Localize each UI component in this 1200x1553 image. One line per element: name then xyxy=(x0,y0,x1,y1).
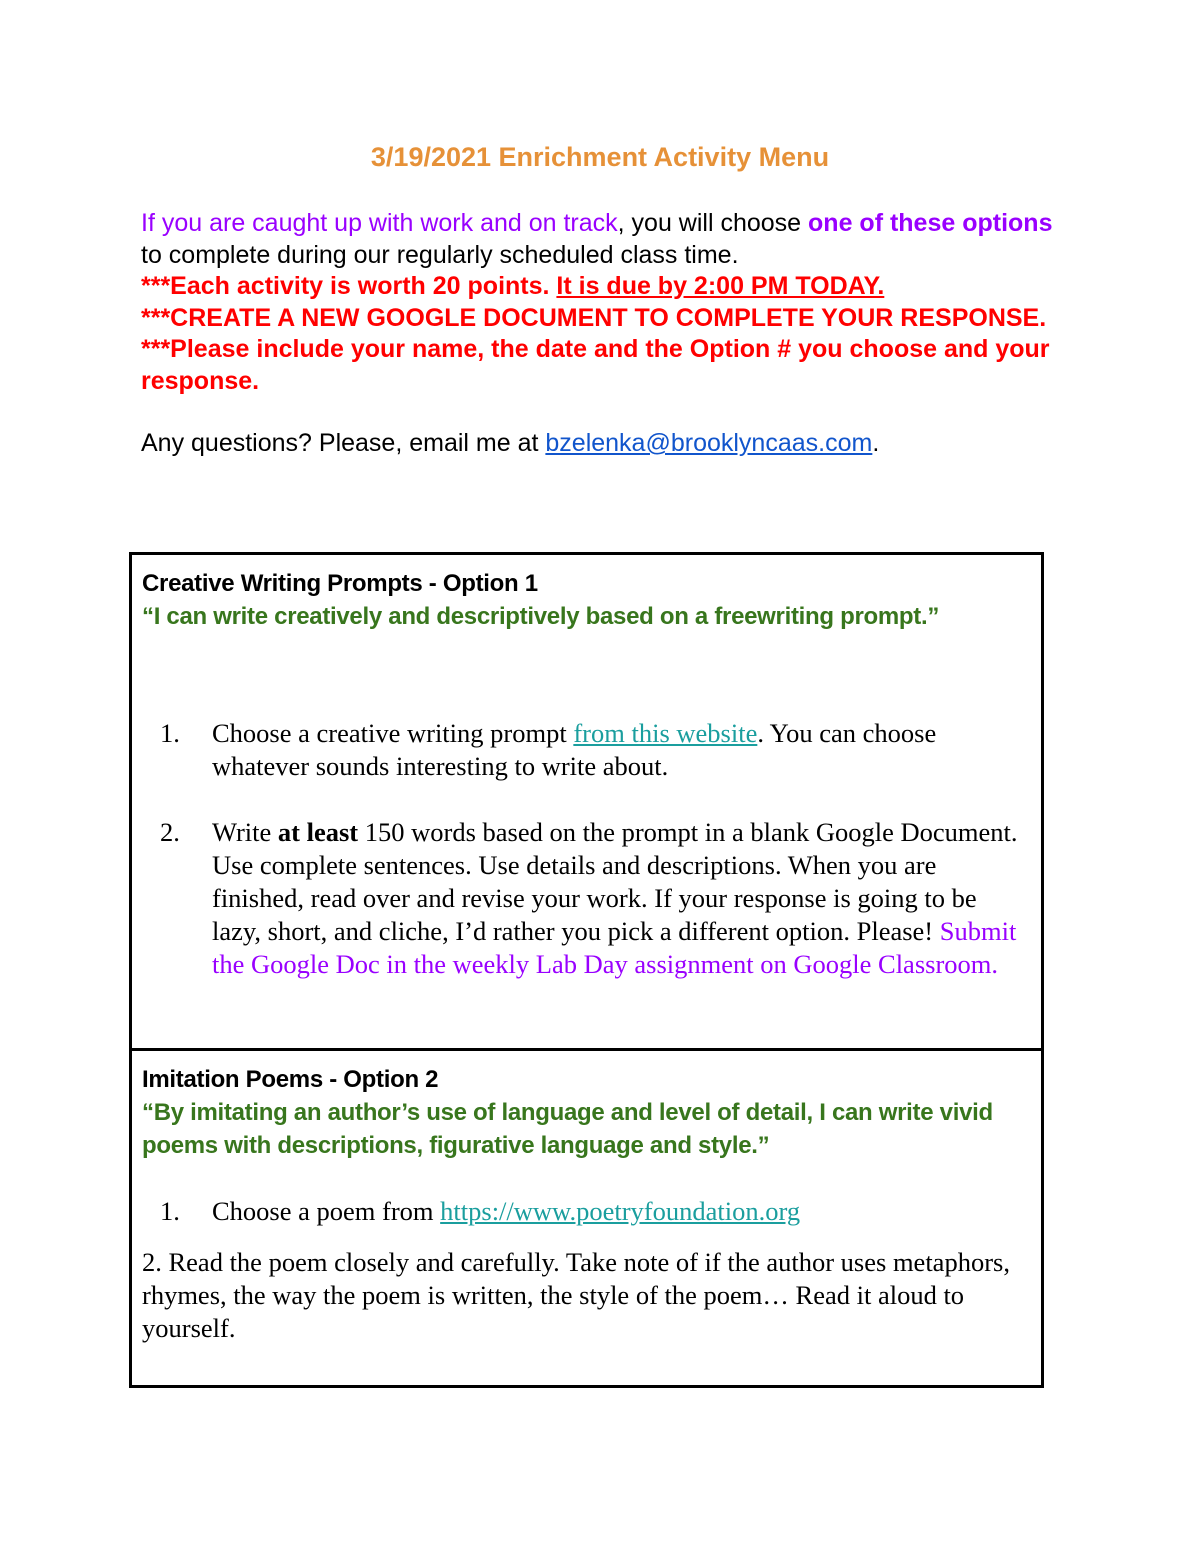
email-link[interactable]: bzelenka@brooklyncaas.com xyxy=(545,429,873,457)
option2-steps xyxy=(142,1195,1031,1228)
poetry-foundation-link[interactable]: https://www.poetryfoundation.org xyxy=(440,1196,801,1226)
option2-title: Imitation Poems - Option 2 xyxy=(142,1066,439,1093)
intro-emphasis: one of these options xyxy=(808,209,1053,237)
intro-text-end: to complete during our regularly scheduled class time. xyxy=(141,240,739,269)
option1-steps xyxy=(142,717,1031,981)
rule-points xyxy=(141,271,1061,303)
list-item xyxy=(142,717,1031,783)
contact-text: Any questions? Please, email me at xyxy=(141,429,546,457)
rule-include-info: ***Please include your name, the date and the Option # you choose and your response. xyxy=(141,335,1050,395)
list-item xyxy=(142,816,1031,981)
intro-condition: If you are caught up with work and on track xyxy=(141,209,618,237)
intro-text: , you will choose xyxy=(617,209,809,237)
option2-goal: “By imitating an author’s use of language and level of detail, I can write vivid poems with descriptions, figurative language and style.” xyxy=(142,1099,993,1159)
rule-new-document: ***CREATE A NEW GOOGLE DOCUMENT TO COMPLETE YOUR RESPONSE. xyxy=(141,303,1047,332)
intro-section xyxy=(141,208,1061,460)
option2-card xyxy=(129,1048,1044,1388)
option1-card xyxy=(129,552,1044,1051)
step2-submit-instruction: Submit the Google Doc in the weekly Lab Day assignment on Google Classroom. xyxy=(212,916,1017,979)
contact-period: . xyxy=(872,429,880,457)
rule-deadline: It is due by 2:00 PM TODAY. xyxy=(556,272,885,300)
step2-text: Write xyxy=(212,817,278,847)
option2-step2: 2. Read the poem closely and carefully. Take note of if the author uses metaphors, rhymes, the way the poem is written, the style of the poem… Read it aloud to yourself. xyxy=(142,1247,1010,1343)
option1-goal: “I can write creatively and descriptively based on a freewriting prompt.” xyxy=(142,603,940,630)
step-number: 2. xyxy=(160,817,180,847)
step2-text-mid: 150 words based on the prompt in a blank Google Document. Use complete sentences. Use details and descriptions. When you are finished, read over and revise your work. If your response is going to be lazy, short, and cliche, I’d rather you pick a different option. Please! xyxy=(212,817,1018,946)
website-link[interactable]: from this website xyxy=(573,718,758,748)
step1-text: Choose a creative writing prompt xyxy=(212,718,574,748)
page-title: 3/19/2021 Enrichment Activity Menu xyxy=(370,142,830,172)
rule-points-text: ***Each activity is worth 20 points. xyxy=(141,272,557,300)
step1-text-end: . You can choose whatever sounds interesting to write about. xyxy=(212,718,937,781)
step2-bold: at least xyxy=(277,817,359,847)
contact-line xyxy=(141,428,1061,460)
step1-text: Choose a poem from xyxy=(212,1196,441,1226)
option1-title: Creative Writing Prompts - Option 1 xyxy=(142,570,538,597)
step-number: 1. xyxy=(160,718,180,748)
step-number: 1. xyxy=(160,1196,180,1226)
intro-paragraph xyxy=(141,208,1061,271)
list-item xyxy=(142,1195,1031,1228)
